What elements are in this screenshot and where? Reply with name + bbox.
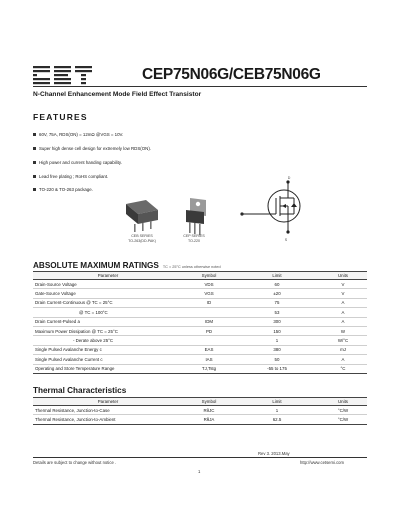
table-row: Drain-Source Voltage VDS 60 V bbox=[33, 280, 367, 289]
table-row: Thermal Resistance, Junction-to-Case RθJC 1 °C/W bbox=[33, 406, 367, 415]
table-row: @ TC = 100°C 53 A bbox=[33, 308, 367, 317]
feature-item: Lead free plating ; RoHS compliant. bbox=[33, 174, 108, 179]
column-header: Parameter bbox=[33, 398, 183, 406]
bullet-icon bbox=[33, 147, 36, 150]
bullet-icon bbox=[33, 133, 36, 136]
pin-g-label: G bbox=[240, 212, 244, 216]
table-row: Drain Current-Continuous @ TC = 25°C ID 75 A bbox=[33, 298, 367, 307]
part-number-title: CEP75N06G/CEB75N06G bbox=[142, 66, 321, 83]
feature-item: TO-220 & TO-263 package. bbox=[33, 187, 93, 192]
table-row: - Derate above 25°C 1 W/°C bbox=[33, 336, 367, 345]
table-row: Operating and Store Temperature Range TJ,Tstg -55 to 175 °C bbox=[33, 364, 367, 373]
table-row: Thermal Resistance, Junction-to-Ambient RθJA 62.5 °C/W bbox=[33, 415, 367, 424]
feature-item: Super high dense cell design for extremely low RDS(ON). bbox=[33, 146, 151, 151]
thermal-heading: Thermal Characteristics bbox=[33, 386, 127, 395]
features-heading: FEATURES bbox=[33, 112, 88, 122]
revision-date: Rev 3. 2013.May bbox=[258, 451, 290, 456]
table-header-row bbox=[33, 398, 367, 406]
table-header-row bbox=[33, 272, 367, 280]
abs-max-table bbox=[33, 271, 367, 374]
package-type-label: TO-220 bbox=[187, 239, 201, 243]
mosfet-schematic-icon bbox=[238, 176, 318, 238]
column-header: Units bbox=[319, 272, 367, 280]
device-subtitle: N-Channel Enhancement Mode Field Effect Transistor bbox=[33, 91, 202, 98]
pin-s-label: S bbox=[284, 238, 288, 242]
to220-package-icon bbox=[176, 196, 216, 236]
to263-package-icon bbox=[118, 198, 166, 236]
package-series-label: CEP SERIES bbox=[183, 234, 205, 238]
thermal-table bbox=[33, 397, 367, 425]
table-row: Drain Current-Pulsed a IDM 300 A bbox=[33, 317, 367, 326]
cet-logo bbox=[33, 64, 93, 86]
bullet-icon bbox=[33, 175, 36, 178]
package-series-label: CEB SERIES bbox=[131, 234, 153, 238]
column-header: Parameter bbox=[33, 272, 183, 280]
header-rule bbox=[33, 86, 367, 87]
column-header: Symbol bbox=[183, 398, 235, 406]
page-number: 1 bbox=[198, 469, 201, 474]
column-header: Symbol bbox=[183, 272, 235, 280]
column-header: Limit bbox=[235, 272, 319, 280]
bullet-icon bbox=[33, 161, 36, 164]
footer-rule bbox=[33, 457, 367, 458]
footer-disclaimer: Details are subject to change without notice . bbox=[33, 460, 117, 465]
column-header: Units bbox=[319, 398, 367, 406]
pin-d-label: D bbox=[287, 176, 291, 180]
column-header: Limit bbox=[235, 398, 319, 406]
table-row: Gate-Source Voltage VGS ±20 V bbox=[33, 289, 367, 298]
feature-item: High power and current handing capability. bbox=[33, 160, 122, 165]
table-row: Single Pulsed Avalanche Energy c EAS 380 mJ bbox=[33, 345, 367, 354]
package-type-label: TO-263(DD-PAK) bbox=[128, 239, 156, 243]
table-row: Maximum Power Dissipation @ TC = 25°C PD 150 W bbox=[33, 326, 367, 335]
feature-item: 60V, 75A, RDS(ON) = 12mΩ @VGS = 10V. bbox=[33, 132, 123, 137]
abs-max-heading: ABSOLUTE MAXIMUM RATINGS TC = 25°C unless otherwise noted bbox=[33, 261, 221, 270]
footer-url[interactable]: http://www.cetsemi.com bbox=[300, 460, 344, 465]
abs-max-note: TC = 25°C unless otherwise noted bbox=[162, 265, 221, 269]
bullet-icon bbox=[33, 188, 36, 191]
table-row: Single Pulsed Avalanche Current c IAS 50 A bbox=[33, 355, 367, 364]
